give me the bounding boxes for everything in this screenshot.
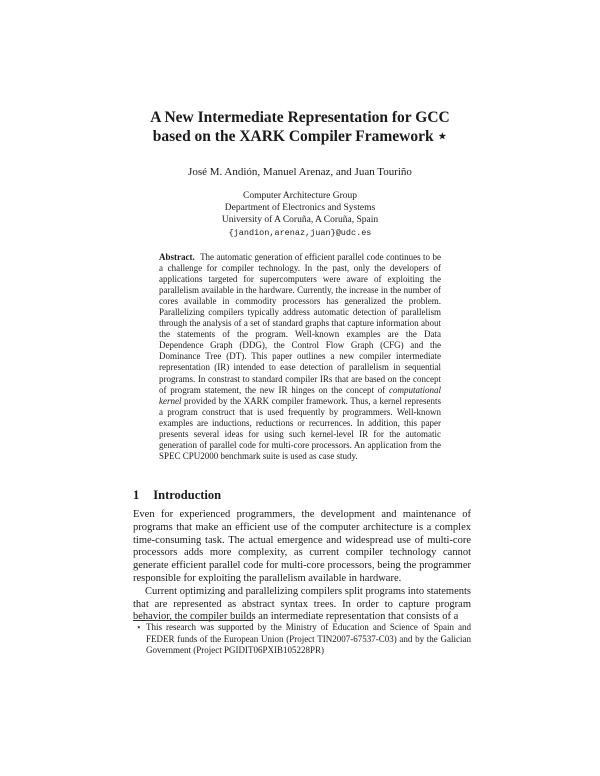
- affiliation-emails: {jandion,arenaz,juan}@udc.es: [228, 228, 372, 238]
- section-number: 1: [133, 488, 140, 502]
- section-heading: [133, 487, 221, 503]
- affiliation-group: Computer Architecture Group: [243, 191, 357, 201]
- abstract-emphasis: computational kernel: [159, 384, 441, 406]
- introduction-body: [133, 509, 471, 624]
- abstract: [159, 252, 441, 462]
- paper-title-line-2: based on the XARK Compiler Framework ⋆: [152, 128, 448, 145]
- footnote-mark: ⋆: [136, 622, 142, 632]
- footnote: [133, 622, 471, 657]
- footnote-rule: [133, 620, 253, 621]
- affiliation-department: Department of Electronics and Systems: [224, 203, 376, 213]
- paper-title-line-1: A New Intermediate Representation for GCC: [150, 109, 450, 126]
- abstract-text-2: provided by the XARK compiler framework. Thus, a kernel represents a program construct that is used frequently by programmers. Well-known examples are inductions, reductions or recurrences. In addition, this paper presents several ideas for using such kernel-level IR for the automatic generation of parallel code for multi-core processors. An application from the SPEC CPU2000 benchmark suite is used as case study.: [159, 395, 442, 461]
- body-paragraph-1: Even for experienced programmers, the development and maintenance of programs that make an efficient use of the computer architecture is a complex time-consuming task. The actual emergence and widespread use of multi-core processors adds more complexity, as current compiler technology cannot generate efficient parallel code for multi-core processors, being the programmer responsible for exploiting the parallelism available in hardware.: [133, 509, 471, 584]
- affiliation-university: University of A Coruña, A Coruña, Spain: [221, 215, 379, 225]
- section-title: Introduction: [153, 488, 222, 502]
- abstract-label: Abstract.: [159, 252, 195, 262]
- body-paragraph-2: Current optimizing and parallelizing compilers split programs into statements that are represented as abstract syntax trees. In order to capture program behavior, the compiler builds an intermediate representation that consists of a: [133, 585, 472, 623]
- abstract-text-1: The automatic generation of efficient parallel code continues to be a challenge for compiler technology. In the past, only the developers of applications targeted for supercomputers were aware of exploiting the parallelism available in the hardware. Currently, the increase in the number of cores available in commodity processors has generalized the problem. Parallelizing compilers typically address automatic detection of parallelism through the analysis of a set of standard graphs that capture information about the statements of the program. Well-known examples are the Data Dependence Graph (DDG), the Control Flow Graph (CFG) and the Dominance Tree (DT). This paper outlines a new compiler intermediate representation (IR) intended to ease detection of parallelism in sequential programs. In constrast to standard compiler IRs that are based on the concept of program statement, the new IR hinges on the concept of: [159, 252, 442, 395]
- footnote-text: This research was supported by the Ministry of Education and Science of Spain and FEDER funds of the European Union (Project TIN2007-67537-C03) and by the Galician Government (Project PGIDIT06PXIB105228PR): [146, 622, 471, 656]
- authors: José M. Andión, Manuel Arenaz, and Juan Touriño: [188, 166, 412, 178]
